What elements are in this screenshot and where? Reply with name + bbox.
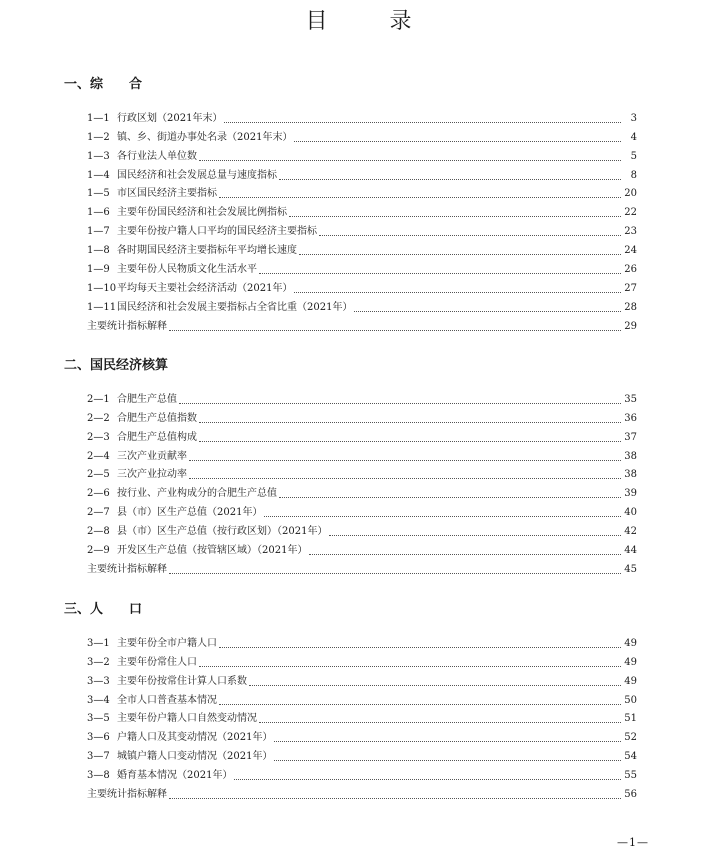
toc-entry-page: 4 [630,131,637,143]
toc-entry-page: 49 [624,675,637,687]
dot-leader [219,703,621,705]
toc-entry-title: 主要年份人民物质文化生活水平 [117,264,257,276]
toc-entry[interactable] [87,557,637,576]
toc-entry-title: 合肥生产总值构成 [117,431,197,443]
toc-entry-page: 54 [624,751,637,763]
dot-leader [234,778,621,780]
toc-entry[interactable] [87,125,637,144]
dot-leader [294,291,621,293]
toc-entry[interactable] [87,314,637,333]
toc-entry-title: 全市人口普查基本情况 [117,694,217,706]
toc-entry[interactable] [87,519,637,538]
toc-entry-title: 三次产业贡献率 [117,450,187,462]
toc-entry-number: 1—1 [87,112,110,124]
toc-entry-number: 1—2 [87,131,110,143]
toc-entry-number: 3—5 [87,713,110,725]
toc-entry-title: 主要年份国民经济和社会发展比例指标 [117,207,287,219]
toc-entry-page: 45 [624,563,637,575]
toc-entry[interactable] [87,650,637,669]
toc-entry-page: 20 [624,188,637,200]
toc-entry-number: 3—3 [87,675,110,687]
dot-leader [299,253,621,255]
toc-entry-number: 3—1 [87,637,110,649]
toc-entry[interactable] [87,425,637,444]
toc-entry[interactable] [87,763,637,782]
toc-entry-title: 合肥生产总值 [117,393,177,405]
dot-leader [279,496,621,498]
dot-leader [219,196,621,198]
section-heading: 二、国民经济核算 [64,358,169,373]
dot-leader [169,329,621,331]
toc-entry-title: 按行业、产业构成分的合肥生产总值 [117,488,277,500]
toc-entry-title: 主要年份户籍人口自然变动情况 [117,713,257,725]
dot-leader [259,272,621,274]
dot-leader [354,310,621,312]
toc-entry[interactable] [87,387,637,406]
toc-entry-title: 市区国民经济主要指标 [117,188,217,200]
toc-entry-page: 29 [624,320,637,332]
toc-entry[interactable] [87,219,637,238]
toc-entry-title: 主要年份常住人口 [117,656,197,668]
toc-entry[interactable] [87,200,637,219]
toc-entry-page: 27 [624,282,637,294]
toc-entry-number: 2—6 [87,488,110,500]
toc-entry-number: 2—7 [87,507,110,519]
toc-entry[interactable] [87,744,637,763]
toc-entry[interactable] [87,669,637,688]
toc-entry-page: 24 [624,245,637,257]
toc-entry-number: 1—5 [87,188,110,200]
dot-leader [169,572,621,574]
toc-entry-title: 行政区划（2021年末） [117,112,223,124]
dot-leader [199,440,621,442]
toc-entry-title: 各行业法人单位数 [117,150,197,162]
toc-entry[interactable] [87,782,637,801]
dot-leader [219,646,621,648]
dot-leader [224,121,621,123]
toc-entry-page: 37 [624,431,637,443]
toc-entry-page: 39 [624,488,637,500]
toc-entry-number: 1—3 [87,150,110,162]
toc-entry-number: 3—6 [87,732,110,744]
section-heading: 三、人 口 [64,602,143,617]
toc-entry-title: 主要年份全市户籍人口 [117,637,217,649]
toc-entry-page: 36 [624,412,637,424]
toc-entry-number: 1—6 [87,207,110,219]
toc-entry[interactable] [87,688,637,707]
toc-entry-number: 2—9 [87,545,110,557]
toc-entry-page: 49 [624,656,637,668]
toc-entry[interactable] [87,463,637,482]
dot-leader [179,402,621,404]
toc-entry-list [87,106,637,333]
dot-leader [264,515,621,517]
toc-entry-page: 3 [630,112,637,124]
toc-entry-page: 55 [624,770,637,782]
toc-entry[interactable] [87,238,637,257]
toc-entry-number: 1—10 [87,282,117,294]
toc-entry[interactable] [87,631,637,650]
toc-entry-title: 户籍人口及其变动情况（2021年） [117,732,273,744]
toc-entry-page: 49 [624,637,637,649]
dot-leader [249,684,621,686]
page-title: 目录 [305,9,474,34]
toc-entry-number: 1—9 [87,264,110,276]
toc-entry-number: 2—2 [87,412,110,424]
toc-entry[interactable] [87,276,637,295]
toc-entry-title: 城镇户籍人口变动情况（2021年） [117,751,273,763]
toc-entry-title: 县（市）区生产总值（2021年） [117,507,263,519]
toc-entry-title: 婚育基本情况（2021年） [117,770,233,782]
toc-entry-title: 主要统计指标解释 [87,320,167,332]
toc-entry-number: 3—4 [87,694,110,706]
toc-entry-page: 42 [624,526,637,538]
toc-entry-page: 35 [624,393,637,405]
toc-entry-title: 三次产业拉动率 [117,469,187,481]
dot-leader [289,215,621,217]
toc-entry-number: 1—8 [87,245,110,257]
toc-entry-number: 1—7 [87,226,110,238]
toc-entry[interactable] [87,481,637,500]
dot-leader [274,759,621,761]
section-heading: 一、综 合 [64,77,143,92]
toc-entry-title: 国民经济和社会发展总量与速度指标 [117,169,277,181]
toc-entry-number: 2—1 [87,393,110,405]
toc-entry-number: 2—5 [87,469,110,481]
toc-entry-page: 50 [624,694,637,706]
dot-leader [169,797,621,799]
toc-entry-title: 开发区生产总值（按管辖区域）（2021年） [117,545,308,557]
dot-leader [279,178,621,180]
toc-entry[interactable] [87,163,637,182]
toc-entry-page: 40 [624,507,637,519]
toc-entry-list [87,387,637,576]
toc-entry[interactable] [87,707,637,726]
toc-entry-title: 主要年份按常住计算人口系数 [117,675,247,687]
dot-leader [294,140,621,142]
toc-entry-title: 国民经济和社会发展主要指标占全省比重（2021年） [117,301,353,313]
toc-entry[interactable] [87,182,637,201]
toc-entry[interactable] [87,500,637,519]
dot-leader [199,665,621,667]
toc-entry-number: 1—11 [87,301,117,313]
toc-entry[interactable] [87,538,637,557]
dot-leader [329,534,621,536]
toc-entry-number: 2—3 [87,431,110,443]
dot-leader [189,477,621,479]
page-number: —1— [617,836,649,849]
toc-entry[interactable] [87,725,637,744]
toc-entry-title: 县（市）区生产总值（按行政区划）（2021年） [117,526,328,538]
toc-entry-page: 5 [630,150,637,162]
toc-entry-title: 合肥生产总值指数 [117,412,197,424]
dot-leader [199,421,621,423]
toc-entry-page: 38 [624,469,637,481]
toc-entry-page: 44 [624,545,637,557]
toc-entry-page: 8 [630,169,637,181]
toc-entry-number: 1—4 [87,169,110,181]
toc-entry-page: 51 [624,713,637,725]
toc-entry-number: 3—8 [87,770,110,782]
toc-entry-title: 平均每天主要社会经济活动（2021年） [117,282,293,294]
toc-entry-page: 38 [624,450,637,462]
toc-entry-page: 22 [624,207,637,219]
toc-entry-page: 23 [624,226,637,238]
toc-entry-page: 26 [624,264,637,276]
dot-leader [199,159,621,161]
toc-entry-title: 镇、乡、街道办事处名录（2021年末） [117,131,293,143]
toc-entry-number: 2—4 [87,450,110,462]
dot-leader [189,459,621,461]
toc-entry-number: 3—2 [87,656,110,668]
toc-entry-page: 52 [624,732,637,744]
toc-entry-title: 主要年份按户籍人口平均的国民经济主要指标 [117,226,317,238]
dot-leader [259,721,621,723]
toc-entry[interactable] [87,144,637,163]
toc-entry[interactable] [87,406,637,425]
toc-entry[interactable] [87,106,637,125]
toc-entry-title: 各时期国民经济主要指标年平均增长速度 [117,245,297,257]
toc-entry-number: 3—7 [87,751,110,763]
dot-leader [309,553,621,555]
toc-entry[interactable] [87,444,637,463]
dot-leader [319,234,621,236]
toc-entry-page: 56 [624,789,637,801]
toc-entry-list [87,631,637,801]
toc-entry-title: 主要统计指标解释 [87,563,167,575]
toc-entry-page: 28 [624,301,637,313]
toc-entry[interactable] [87,295,637,314]
toc-entry-number: 2—8 [87,526,110,538]
toc-entry-title: 主要统计指标解释 [87,789,167,801]
dot-leader [274,740,621,742]
toc-entry[interactable] [87,257,637,276]
